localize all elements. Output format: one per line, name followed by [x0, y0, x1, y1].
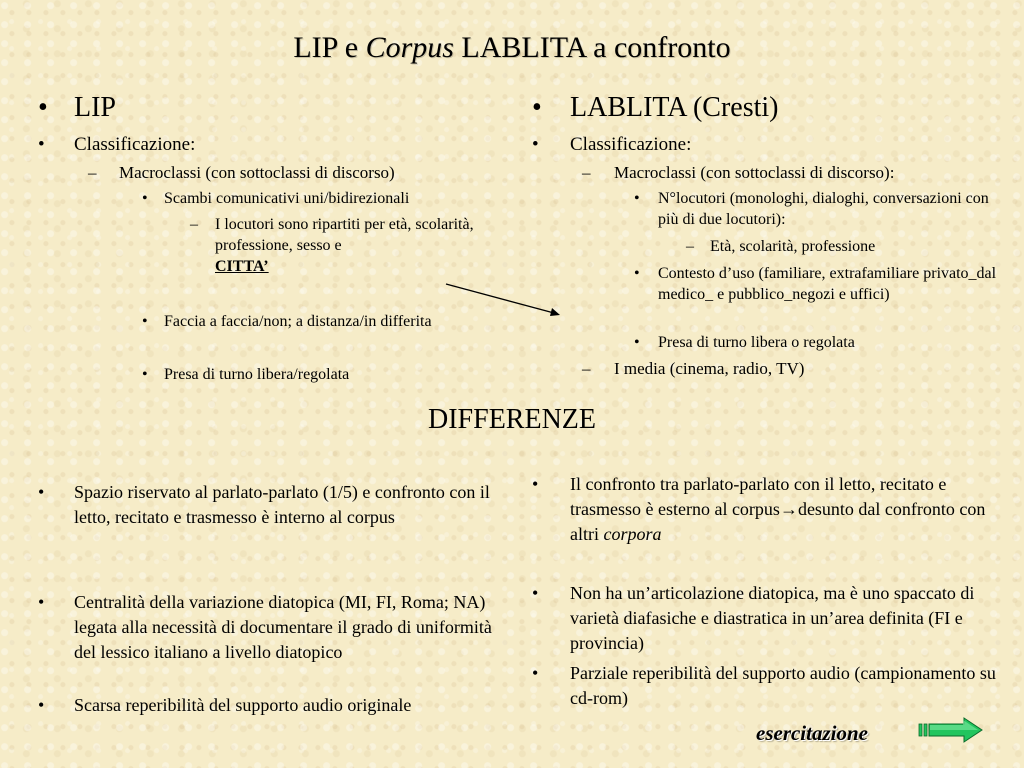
lablita-classificazione: [532, 134, 691, 156]
diff-right-item-1: [532, 472, 1016, 547]
diff-right-item-3: [532, 661, 1016, 711]
bullet-icon: •: [634, 334, 640, 351]
lablita-macroclassi: [582, 162, 1002, 183]
diff-right-text-3: Parziale reperibilità del supporto audio (campionamento su cd-rom): [570, 663, 996, 708]
bullet-icon: •: [142, 366, 148, 383]
bullet-icon: •: [38, 92, 48, 123]
title-corpus: Corpus: [365, 31, 454, 64]
right-arrow-icon: →: [779, 499, 798, 519]
lip-presa: [142, 364, 522, 385]
bullet-icon: •: [532, 92, 542, 123]
dash-icon: –: [582, 163, 591, 182]
lip-macroclassi-text: Macroclassi (con sottoclassi di discorso): [119, 163, 395, 182]
lip-scambi: [142, 188, 522, 209]
lablita-heading: LABLITA (Cresti): [570, 92, 779, 123]
diff-left-item-1: [38, 480, 510, 530]
bullet-icon: •: [532, 474, 539, 494]
lablita-nlocutori: [634, 188, 1004, 230]
diff-right-text-1b: desunto dal confronto con altri: [570, 499, 986, 544]
title-part1: LIP e: [293, 31, 366, 64]
bullet-icon: •: [532, 583, 539, 603]
diff-right-text-1a: Il confronto tra parlato-parlato con il letto, recitato e trasmesso è esterno al corpus: [570, 474, 947, 519]
lablita-classificazione-text: Classificazione:: [570, 134, 692, 155]
lablita-media: [582, 358, 1002, 379]
lablita-eta-text: Età, scolarità, professione: [710, 238, 876, 255]
bullet-icon: •: [532, 134, 539, 155]
lablita-nlocutori-text: N°locutori (monologhi, dialoghi, conversazioni con più di due locutori):: [658, 190, 989, 228]
diff-right-item-2: [532, 581, 1016, 656]
esercitazione-link[interactable]: esercitazione: [756, 721, 868, 745]
lip-citta: CITTA’: [215, 258, 269, 275]
connector-arrow-icon: [440, 280, 570, 322]
diff-left-text-1: Spazio riservato al parlato-parlato (1/5) e confronto con il letto, recitato e trasmesso è interno al corpus: [74, 482, 490, 527]
dash-icon: –: [582, 359, 591, 378]
next-arrow-icon[interactable]: [918, 716, 984, 744]
lablita-eta: [686, 236, 986, 257]
bullet-icon: •: [38, 482, 45, 502]
diff-left-item-2: [38, 590, 510, 665]
lablita-presa-text: Presa di turno libera o regolata: [658, 334, 855, 351]
bullet-icon: •: [634, 190, 640, 207]
lip-locutori: [190, 214, 480, 277]
lip-macroclassi: [88, 162, 488, 183]
lablita-presa: [634, 332, 1004, 353]
diff-left-item-3: [38, 693, 510, 718]
lablita-heading-item: [532, 92, 779, 124]
slide-title: [0, 30, 1024, 66]
diff-right-text-1c: corpora: [603, 524, 662, 544]
bullet-icon: •: [532, 663, 539, 683]
lip-scambi-text: Scambi comunicativi uni/bidirezionali: [164, 190, 410, 207]
lip-presa-text: Presa di turno libera/regolata: [164, 366, 350, 383]
lip-faccia-text: Faccia a faccia/non; a distanza/in differita: [164, 313, 432, 330]
lip-heading-item: [38, 92, 116, 124]
bullet-icon: •: [142, 190, 148, 207]
lablita-macroclassi-text: Macroclassi (con sottoclassi di discorso):: [614, 163, 895, 182]
bullet-icon: •: [38, 695, 45, 715]
lablita-contesto-text: Contesto d’uso (familiare, extrafamiliare privato_dal medico_ e pubblico_negozi e uffici): [658, 265, 997, 303]
title-part3: LABLITA a confronto: [453, 31, 731, 64]
lablita-contesto: [634, 263, 1004, 305]
lip-classificazione-text: Classificazione:: [74, 134, 196, 155]
diff-left-text-2: Centralità della variazione diatopica (MI, FI, Roma; NA) legata alla necessità di documentare il grado di uniformità del lessico italiano a livello diatopico: [74, 592, 492, 662]
differenze-heading: DIFFERENZE: [428, 404, 596, 435]
dash-icon: –: [88, 163, 97, 182]
bullet-icon: •: [38, 134, 45, 155]
dash-icon: –: [190, 216, 198, 233]
diff-right-text-2: Non ha un’articolazione diatopica, ma è uno spaccato di varietà diafasiche e diastratica in un’area definita (FI e provincia): [570, 583, 975, 653]
lip-heading: LIP: [74, 92, 116, 123]
lip-locutori-text: I locutori sono ripartiti per età, scolarità, professione, sesso e: [215, 216, 474, 254]
bullet-icon: •: [38, 592, 45, 612]
lip-classificazione: [38, 134, 195, 156]
lablita-media-text: I media (cinema, radio, TV): [614, 359, 805, 378]
bullet-icon: •: [142, 313, 148, 330]
bullet-icon: •: [634, 265, 640, 282]
diff-left-text-3: Scarsa reperibilità del supporto audio originale: [74, 695, 412, 715]
dash-icon: –: [686, 238, 694, 255]
